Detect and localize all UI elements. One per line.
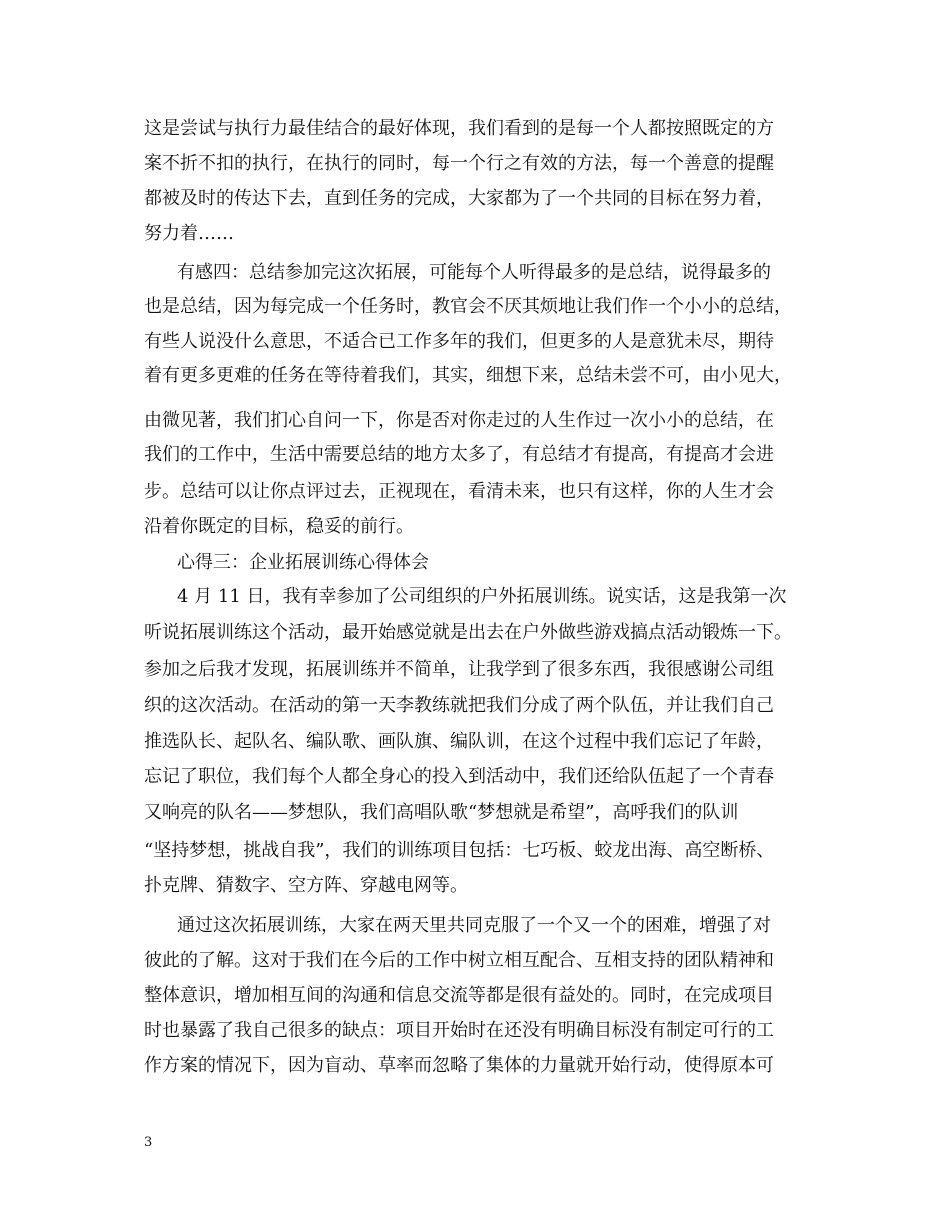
text-line: 通过这次拓展训练，大家在两天里共同克服了一个又一个的困难，增强了对 [177, 915, 771, 936]
text-line: 4 月 11 日，我有幸参加了公司组织的户外拓展训练。说实话，这是我第一次 [177, 586, 787, 607]
text-line: 这是尝试与执行力最佳结合的最好体现，我们看到的是每一个人都按照既定的方 [144, 118, 774, 139]
text-line: 又响亮的队名——梦想队，我们高唱队歌“梦想就是希望”，高呼我们的队训 [144, 802, 739, 823]
text-line: 也是总结，因为每完成一个任务时，教官会不厌其烦地让我们作一个小小的总结， [144, 296, 792, 317]
text-line: 努力着…… [144, 223, 234, 244]
text-line: 我们的工作中，生活中需要总结的地方太多了，有总结才有提高，有提高才会进 [144, 444, 774, 465]
text-line: 都被及时的传达下去，直到任务的完成，大家都为了一个共同的目标在努力着， [144, 188, 774, 209]
text-line: 织的这次活动。在活动的第一天李教练就把我们分成了两个队伍，并让我们自己 [144, 695, 774, 716]
text-line: “坚持梦想，挑战自我”，我们的训练项目包括：七巧板、蛟龙出海、高空断桥、 [144, 840, 775, 861]
text-line: 忘记了职位，我们每个人都全身心的投入到活动中，我们还给队伍起了一个青春 [144, 766, 774, 787]
text-line: 扑克牌、猜数字、空方阵、穿越电网等。 [144, 875, 468, 896]
text-line: 有些人说没什么意思，不适合已工作多年的我们，但更多的人是意犹未尽，期待 [144, 331, 774, 352]
text-line: 整体意识，增加相互间的沟通和信息交流等都是很有益处的。同时，在完成项目 [144, 985, 774, 1006]
text-line: 推选队长、起队名、编队歌、画队旗、编队训，在这个过程中我们忘记了年龄， [144, 731, 774, 752]
text-line: 着有更多更难的任务在等待着我们，其实，细想下来，总结未尝不可，由小见大， [144, 365, 792, 386]
page-number: 3 [144, 1135, 153, 1150]
text-line: 彼此的了解。这对于我们在今后的工作中树立相互配合、互相支持的团队精神和 [144, 950, 774, 971]
text-line: 有感四：总结参加完这次拓展，可能每个人听得最多的是总结，说得最多的 [177, 262, 771, 283]
section-heading: 心得三：企业拓展训练心得体会 [177, 552, 429, 573]
text-line: 听说拓展训练这个活动，最开始感觉就是出去在户外做些游戏搞点活动锻炼一下。 [144, 622, 792, 643]
text-line: 案不折不扣的执行，在执行的同时，每一个行之有效的方法，每一个善意的提醒 [144, 153, 774, 174]
text-line: 时也暴露了我自己很多的缺点：项目开始时在还没有明确目标没有制定可行的工 [144, 1020, 774, 1041]
text-line: 步。总结可以让你点评过去，正视现在，看清未来，也只有这样，你的人生才会 [144, 481, 774, 502]
text-line: 沿着你既定的目标，稳妥的前行。 [144, 516, 414, 537]
text-line: 参加之后我才发现，拓展训练并不简单，让我学到了很多东西，我很感谢公司组 [144, 659, 774, 680]
text-line: 由微见著，我们扪心自问一下，你是否对你走过的人生作过一次小小的总结，在 [144, 410, 774, 431]
text-line: 作方案的情况下，因为盲动、草率而忽略了集体的力量就开始行动，使得原本可 [144, 1055, 774, 1076]
